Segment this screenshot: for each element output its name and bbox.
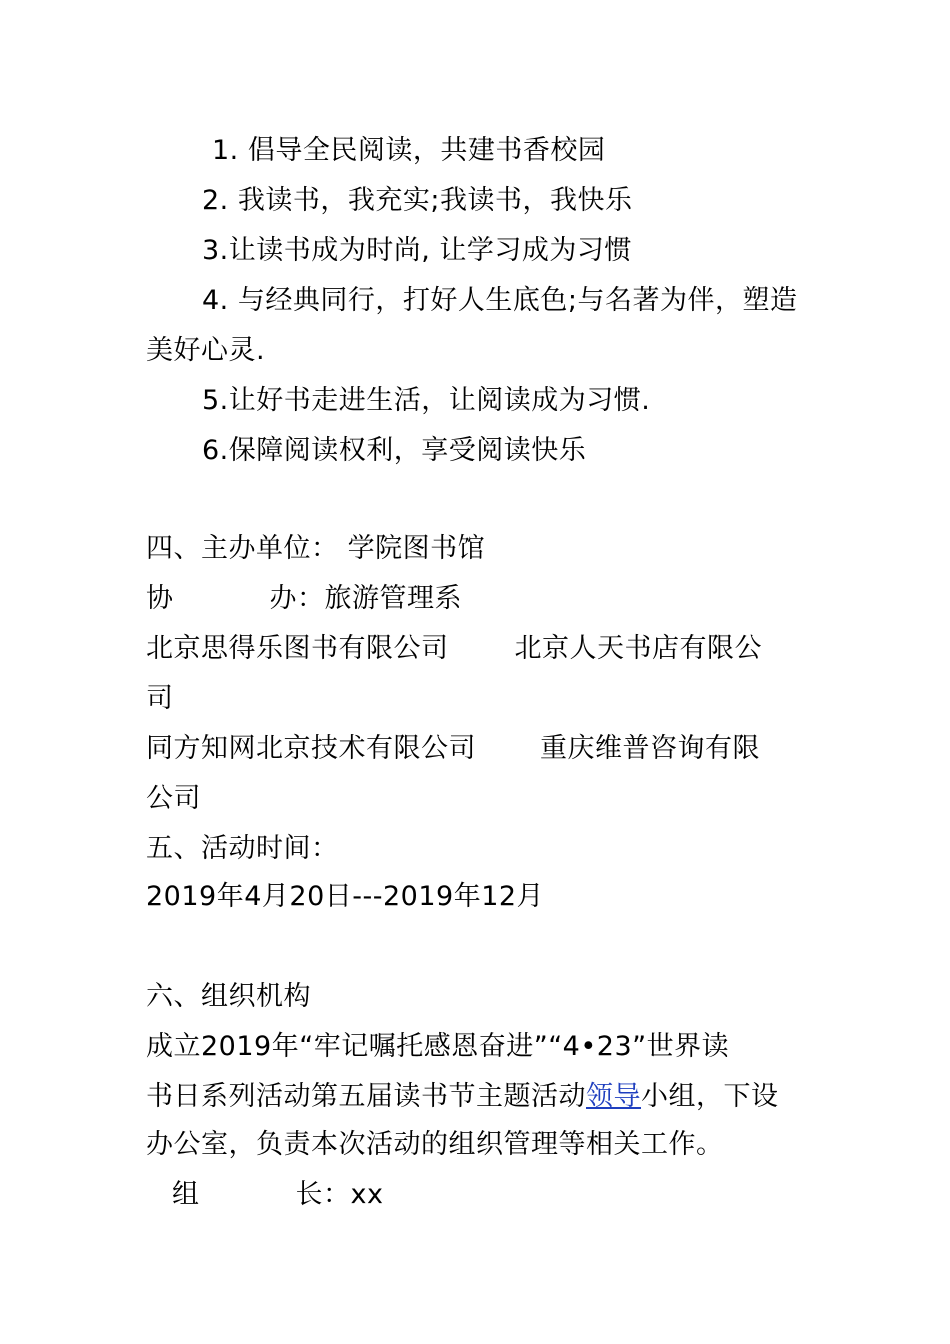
section-6-para-line-1: 成立2019年“牢记嘱托感恩奋进”“4•23”世界读 bbox=[146, 1031, 730, 1062]
section-5-title: 五、活动时间： bbox=[146, 833, 339, 864]
slogan-1: 1. 倡导全民阅读，共建书香校园 bbox=[212, 135, 606, 166]
leader-label: 组 bbox=[172, 1179, 200, 1210]
section-6-para-line-3: 办公室，负责本次活动的组织管理等相关工作。 bbox=[146, 1129, 724, 1160]
co-organizer-value: 办：旅游管理系 bbox=[269, 583, 462, 614]
company-4: 重庆维普咨询有限 bbox=[540, 733, 760, 764]
leader-link[interactable]: 领导 bbox=[586, 1081, 641, 1112]
slogan-3: 3.让读书成为时尚, 让学习成为习惯 bbox=[202, 235, 632, 266]
para-text-before-link: 书日系列活动第五届读书节主题活动 bbox=[146, 1081, 586, 1112]
slogan-6: 6.保障阅读权利，享受阅读快乐 bbox=[202, 435, 587, 466]
slogan-4: 4. 与经典同行，打好人生底色;与名著为伴，塑造 bbox=[202, 285, 798, 316]
company-2-wrap: 司 bbox=[146, 683, 174, 714]
company-2: 北京人天书店有限公 bbox=[514, 633, 762, 664]
section-6-title: 六、组织机构 bbox=[146, 981, 311, 1012]
slogan-5: 5.让好书走进生活，让阅读成为习惯. bbox=[202, 385, 651, 416]
leader-line bbox=[172, 1178, 842, 1212]
company-3: 同方知网北京技术有限公司 bbox=[146, 733, 476, 764]
slogan-4-continuation: 美好心灵. bbox=[146, 335, 266, 366]
activity-time: 2019年4月20日---2019年12月 bbox=[146, 881, 545, 912]
section-6-para-line-2 bbox=[146, 1080, 816, 1114]
slogan-2: 2. 我读书，我充实;我读书，我快乐 bbox=[202, 185, 633, 216]
company-line-2 bbox=[146, 732, 816, 766]
para-text-after-link: 小组，下设 bbox=[641, 1081, 779, 1112]
company-line-1 bbox=[146, 632, 816, 666]
leader-value: 长：xx bbox=[295, 1179, 384, 1210]
co-organizer-label: 协 bbox=[146, 583, 174, 614]
section-4-title: 四、主办单位： 学院图书馆 bbox=[146, 533, 486, 564]
co-organizer-line bbox=[146, 582, 816, 616]
company-1: 北京思得乐图书有限公司 bbox=[146, 633, 449, 664]
company-4-wrap: 公司 bbox=[146, 783, 201, 814]
